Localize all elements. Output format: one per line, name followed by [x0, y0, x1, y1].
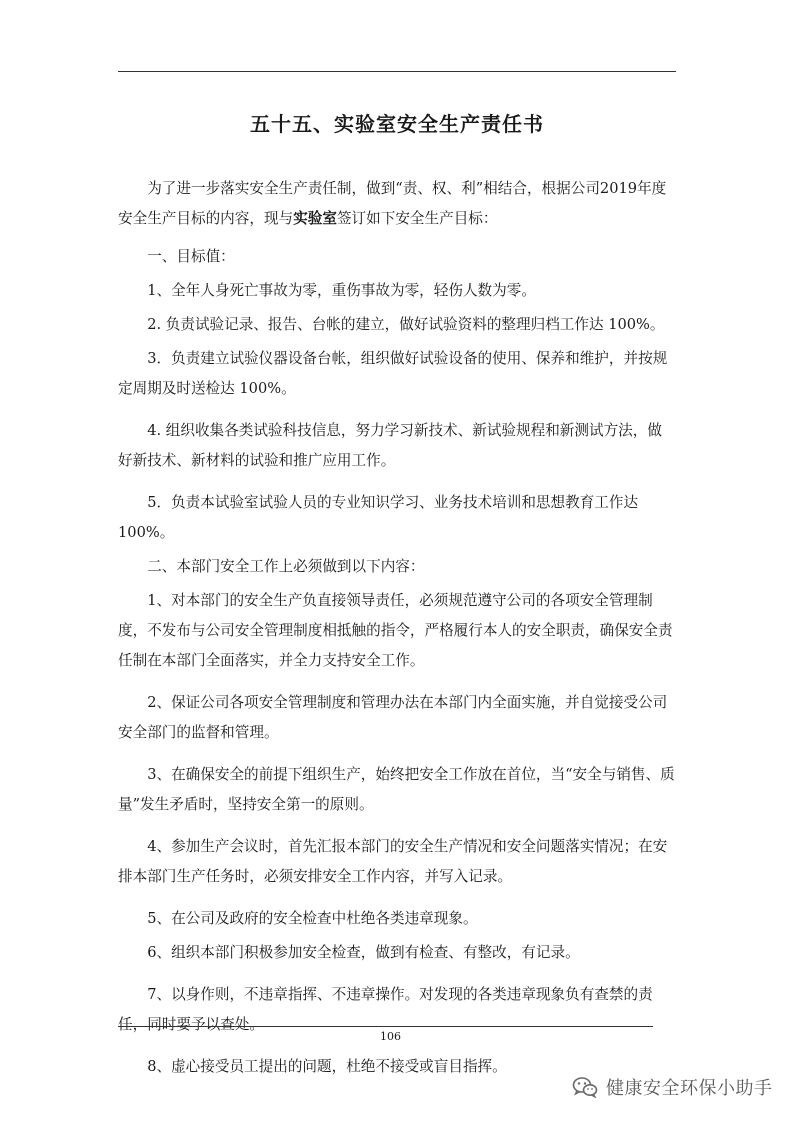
- section1-item-2: 2. 负责试验记录、报告、台帐的建立，做好试验资料的整理归档工作达 100%。: [147, 316, 665, 333]
- section2-item-2: 2、保证公司各项安全管理制度和管理办法在本部门内全面实施，并自觉接受公司安全部门的监督和管理。: [118, 694, 668, 741]
- header-rule: [118, 71, 676, 72]
- section1-item-4: 4. 组织收集各类试验科技信息，努力学习新技术、新试验规程和新测试方法，做好新技术、新材料的试验和推广应用工作。: [118, 422, 662, 469]
- intro-text-before: 为了进一步落实安全生产责任制，做到“责、权、利”相结合，根据公司2019年度安全生产目标的内容，现与: [118, 180, 667, 227]
- watermark: [572, 1074, 773, 1100]
- section2-item-8: 8、虚心接受员工提出的问题，杜绝不接受或盲目指挥。: [147, 1058, 507, 1075]
- intro-text-after: 签订如下安全生产目标：: [336, 210, 498, 227]
- page-number: 106: [380, 1030, 401, 1043]
- section1-item-5: 5．负责本试验室试验人员的专业知识学习、业务技术培训和思想教育工作达 100%。: [118, 494, 639, 541]
- intro-paragraph: [118, 174, 676, 234]
- section2-heading: 二、本部门安全工作上必须做到以下内容：: [147, 558, 425, 575]
- section2-item-3: 3、在确保安全的前提下组织生产，始终把安全工作放在首位，当“安全与销售、质量”发生矛盾时，坚持安全第一的原则。: [118, 766, 675, 813]
- document-body: [118, 174, 676, 1094]
- footer-rule: [118, 1026, 653, 1027]
- section1-item-3: 3．负责建立试验仪器设备台帐，组织做好试验设备的使用、保养和维护，并按规定周期及时送检达 100%。: [118, 350, 668, 397]
- intro-highlight: 实验室: [293, 210, 337, 227]
- section1-heading: 一、目标值：: [147, 248, 235, 265]
- section2-item-7: 7、以身作则，不违章指挥、不违章操作。对发现的各类违章现象负有查禁的责任，同时要予以查处。: [118, 986, 653, 1033]
- section2-item-4: 4、参加生产会议时，首先汇报本部门的安全生产情况和安全问题落实情况；在安排本部门生产任务时，必须安排安全工作内容，并写入记录。: [118, 838, 668, 885]
- section1-item-1: 1、全年人身死亡事故为零，重伤事故为零，轻伤人数为零。: [147, 282, 536, 299]
- section2-item-6: 6、组织本部门积极参加安全检查，做到有检查、有整改，有记录。: [147, 944, 580, 961]
- watermark-text: 健康安全环保小助手: [606, 1078, 773, 1099]
- wechat-icon: [572, 1076, 606, 1098]
- document-title: 五十五、实验室安全生产责任书: [250, 112, 544, 136]
- section2-item-5: 5、在公司及政府的安全检查中杜绝各类违章现象。: [147, 910, 478, 927]
- section2-item-1: 1、对本部门的安全生产负直接领导责任，必须规范遵守公司的各项安全管理制度，不发布与公司安全管理制度相抵触的指令，严格履行本人的安全职责，确保安全责任制在本部门全面落实，并全力支持安全工作。: [118, 592, 673, 669]
